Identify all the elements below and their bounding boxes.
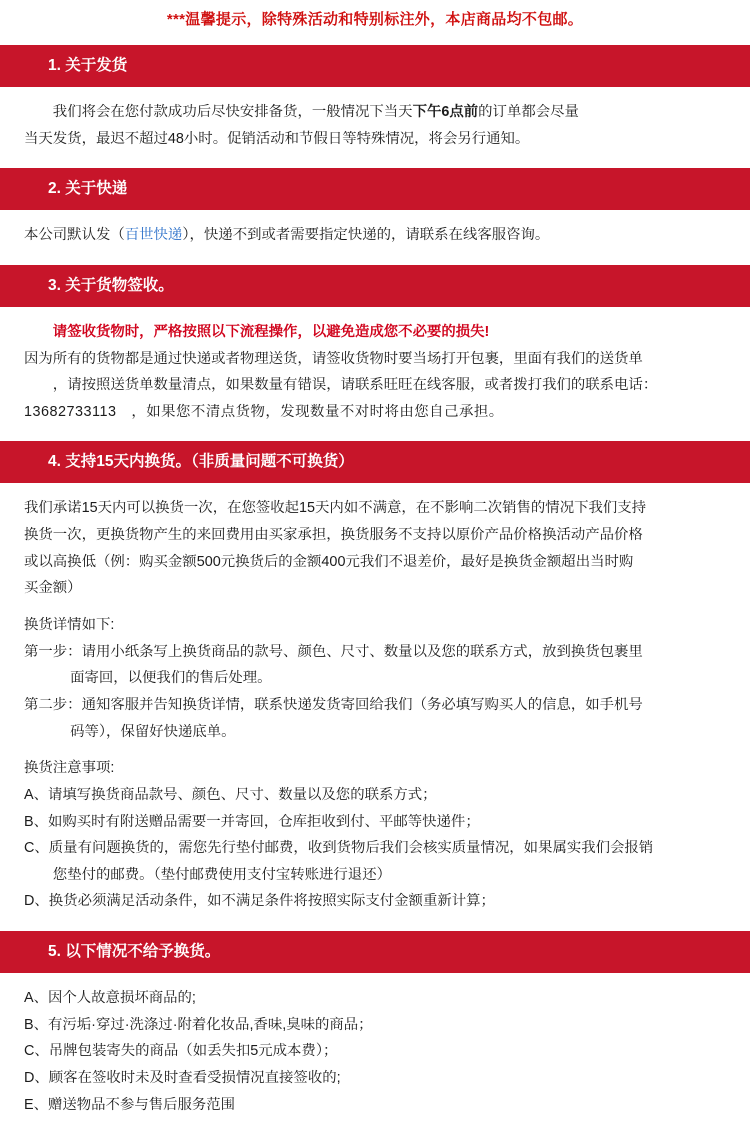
spacer [24, 745, 726, 755]
receipt-line-1: 因为所有的货物都是通过快递或者物理送货，请签收货物时要当场打开包裹，里面有我们的送货单 [24, 350, 643, 367]
section-body-no-exchange [0, 973, 750, 1128]
receipt-line-3: 13682733113 ，如果您不清点货物，发现数量不对时将由您自己承担。 [24, 403, 504, 420]
shipping-line-2: 当天发货，最迟不超过48小时。促销活动和节假日等特殊情况，将会另行通知。 [24, 130, 530, 147]
exchange-detail-title: 换货详情如下: [24, 617, 115, 634]
receipt-warning: 请签收货物时，严格按照以下流程操作，以避免造成您不必要的损失! [52, 323, 490, 340]
exchange-para-line-3: 或以高换低（例：购买金额500元换货后的金额400元我们不退差价，最好是换货金额超出当时购 [24, 553, 634, 570]
exchange-step-2-text: 通知客服并告知换货详情，联系快递发货寄回给我们（务必填写购买人的信息，如手机号 [81, 696, 643, 713]
bottom-spacer [0, 1128, 750, 1146]
exchange-note-a: A、请填写换货商品款号、颜色、尺寸、数量以及您的联系方式； [24, 786, 437, 803]
exchange-note-c: C、质量有问题换货的，需您先行垫付邮费，收到货物后我们会核实质量情况，如果属实我们会报销 [24, 840, 654, 857]
exchange-step-2 [24, 692, 726, 719]
shipping-cutoff-emphasis: 下午6点前 [412, 104, 479, 120]
express-tail: ），快递不到或者需要指定快递的，请联系在线客服咨询。 [182, 227, 550, 244]
exchange-step-1-label: 第一步： [24, 643, 82, 660]
section-heading-receipt: 3. 关于货物签收。 [0, 265, 750, 307]
no-exchange-item-c: C、吊牌包装寄失的商品（如丢失扣5元成本费）； [24, 1043, 338, 1060]
exchange-step-1 [24, 639, 726, 666]
exchange-step-2-cont: 码等），保留好快递底单。 [70, 723, 236, 740]
no-exchange-item-b: B、有污垢·穿过·洗涤过·附着化妆品,香味,臭味的商品； [24, 1016, 373, 1033]
exchange-step-1-text: 请用小纸条写上换货商品的款号、颜色、尺寸、数量以及您的联系方式，放到换货包裹里 [81, 643, 643, 660]
no-exchange-item-e: E、赠送物品不参与售后服务范围 [24, 1096, 236, 1113]
exchange-step-1-cont: 面寄回，以便我们的售后处理。 [70, 670, 272, 687]
section-heading-express: 2. 关于快递 [0, 168, 750, 210]
exchange-para-line-2: 换货一次，更换货物产生的来回费用由买家承担，换货服务不支持以原价产品价格换活动产品价格 [24, 527, 643, 544]
exchange-note-d: D、换货必须满足活动条件，如不满足条件将按照实际支付金额重新计算； [24, 893, 495, 910]
section-heading-exchange: 4. 支持15天内换货。（非质量问题不可换货） [0, 441, 750, 483]
express-line [24, 222, 726, 249]
express-company-link[interactable]: 百世快递 [124, 227, 183, 244]
section-body-exchange [0, 483, 750, 925]
exchange-note-b: B、如购买时有附送赠品需要一并寄回，仓库拒收到付、平邮等快递件； [24, 813, 480, 830]
no-exchange-item-a: A、因个人故意损坏商品的; [24, 990, 196, 1007]
section-heading-no-exchange: 5. 以下情况不给予换货。 [0, 931, 750, 973]
section-body-express [0, 210, 750, 259]
exchange-step-2-label: 第二步： [24, 696, 82, 713]
exchange-notes-title: 换货注意事项: [24, 760, 115, 777]
shipping-line-1 [24, 99, 726, 126]
spacer [24, 602, 726, 612]
no-exchange-item-d: D、顾客在签收时未及时查看受损情况直接签收的; [24, 1070, 341, 1087]
section-body-shipping [0, 87, 750, 162]
section-heading-shipping: 1. 关于发货 [0, 45, 750, 87]
shipping-notice: ***温馨提示，除特殊活动和特别标注外，本店商品均不包邮。 [166, 11, 584, 28]
exchange-para-line-1: 我们承诺15天内可以换货一次，在您签收起15天内如不满意，在不影响二次销售的情况下我们支持 [24, 500, 647, 517]
shipping-line-1-text: 我们将会在您付款成功后尽快安排备货，一般情况下当天下午6点前的订单都会尽量 [52, 104, 579, 120]
receipt-line-2: ，请按照送货单数量清点，如果数量有错误，请联系旺旺在线客服，或者拨打我们的联系电话： [52, 377, 658, 394]
express-lead: 本公司默认发（ [24, 227, 125, 244]
exchange-note-c-cont: 您垫付的邮费。（垫付邮费使用支付宝转账进行退还） [52, 866, 391, 883]
section-body-receipt [0, 307, 750, 436]
exchange-para-line-4: 买金额） [24, 580, 82, 597]
